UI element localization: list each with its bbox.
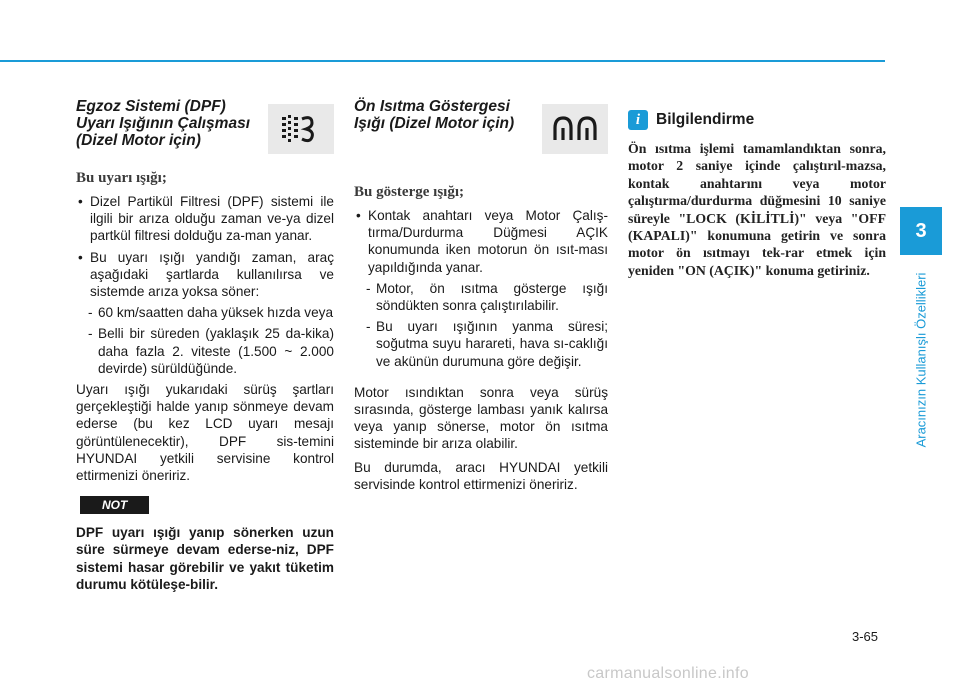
info-icon: i <box>628 110 648 130</box>
glow-plug-icon <box>542 104 608 154</box>
dpf-warning-icon <box>268 104 334 154</box>
glow-title-line2: Işığı (Dizel Motor için) <box>354 115 515 132</box>
dpf-paragraph: Uyarı ışığı yukarıdaki sürüş şartları gerçekleştiği halde yanıp sönmeye devam ederse (bu kez LCD uyarı mesajı görüntülenecektir), DPF sis-temini HYUNDAI yetkili servisine kontrol ettirmenizi öneririz. <box>76 382 334 484</box>
list-item: - 60 km/saatten daha yüksek hızda veya <box>76 304 334 321</box>
dpf-title-line3: (Dizel Motor için) <box>76 132 201 149</box>
glow-subtitle: Bu gösterge ışığı; <box>354 184 464 200</box>
glow-paragraph-2: Bu durumda, aracı HYUNDAI yetkili servisinde kontrol ettirmenizi öneririz. <box>354 459 608 492</box>
dpf-title-line1: Egzoz Sistemi (DPF) <box>76 98 226 115</box>
glow-section <box>354 98 608 493</box>
dpf-bullet-list <box>76 193 334 300</box>
glow-heading <box>354 98 608 156</box>
info-title: Bilgilendirme <box>656 111 755 128</box>
header-rule <box>0 60 885 62</box>
dpf-dash-list <box>76 304 334 377</box>
list-item: • Bu uyarı ışığı yandığı zaman, araç aşağıdaki şartlarda kullanılırsa ve sistemde arıza yoksa söner: <box>76 249 334 301</box>
glow-dash-list <box>354 280 608 370</box>
list-item: • Kontak anahtarı veya Motor Çalış-tırma/Durdurma Düğmesi AÇIK konumunda iken motorun ön ısıt-ması yapıldığında yanar. <box>354 207 608 276</box>
list-item: • Dizel Partikül Filtresi (DPF) sistemi ile ilgili bir arıza olduğu zaman ve-ya dizel partkül filtresi dolduğu za-man yanar. <box>76 193 334 245</box>
info-text: Ön ısıtma işlemi tamamlandıktan sonra, motor 2 saniye içinde çalıştırıl-mazsa, kontak anahtarını veya motor çalıştırma/durdurma düğmesini 10 saniye süreyle "LOCK (KİLİTLİ)" veya "OFF (KAPALI)" konumuna getirin ve sonra motor ön ısıtmayı tek-rar etmek için yeniden "ON (AÇIK)" konuma getiriniz. <box>628 141 886 278</box>
glow-bullet-list <box>354 207 608 276</box>
note-text: DPF uyarı ışığı yanıp sönerken uzun süre sürmeye devam ederse-niz, DPF sistemi hasar görebilir ve yakıt tüketim durumu kötüleşe-bilir. <box>76 525 334 592</box>
list-item: - Bu uyarı ışığının yanma süresi; soğutma suyu harareti, hava sı-caklığı ve akünün durumuna göre değişir. <box>354 318 608 370</box>
note-badge: NOT <box>80 496 149 514</box>
glow-title-line1: Ön Isıtma Göstergesi <box>354 98 510 115</box>
dpf-subtitle: Bu uyarı ışığı; <box>76 170 167 186</box>
dpf-title-line2: Uyarı Işığının Çalışması <box>76 115 251 132</box>
watermark: carmanualsonline.info <box>587 665 749 682</box>
info-section <box>628 100 886 279</box>
list-item: - Motor, ön ısıtma gösterge ışığı söndükten sonra çalıştırılabilir. <box>354 280 608 314</box>
list-item: - Belli bir süreden (yaklaşık 25 da-kika) daha fazla 2. viteste (1.500 ~ 2.000 devirde) sürüldüğünde. <box>76 325 334 377</box>
chapter-tab: 3 <box>900 207 942 255</box>
glow-paragraph-1: Motor ısındıktan sonra veya sürüş sırasında, gösterge lambası yanık kalırsa veya yanıp sönerse, motor ön ısıtma sisteminde bir arıza olabilir. <box>354 384 608 452</box>
info-heading <box>628 110 886 130</box>
chapter-label: Aracınızın Kullanışlı Özellikleri <box>913 272 929 448</box>
dpf-section <box>76 98 334 593</box>
dpf-heading <box>76 98 334 156</box>
page-number: 3-65 <box>852 629 879 644</box>
